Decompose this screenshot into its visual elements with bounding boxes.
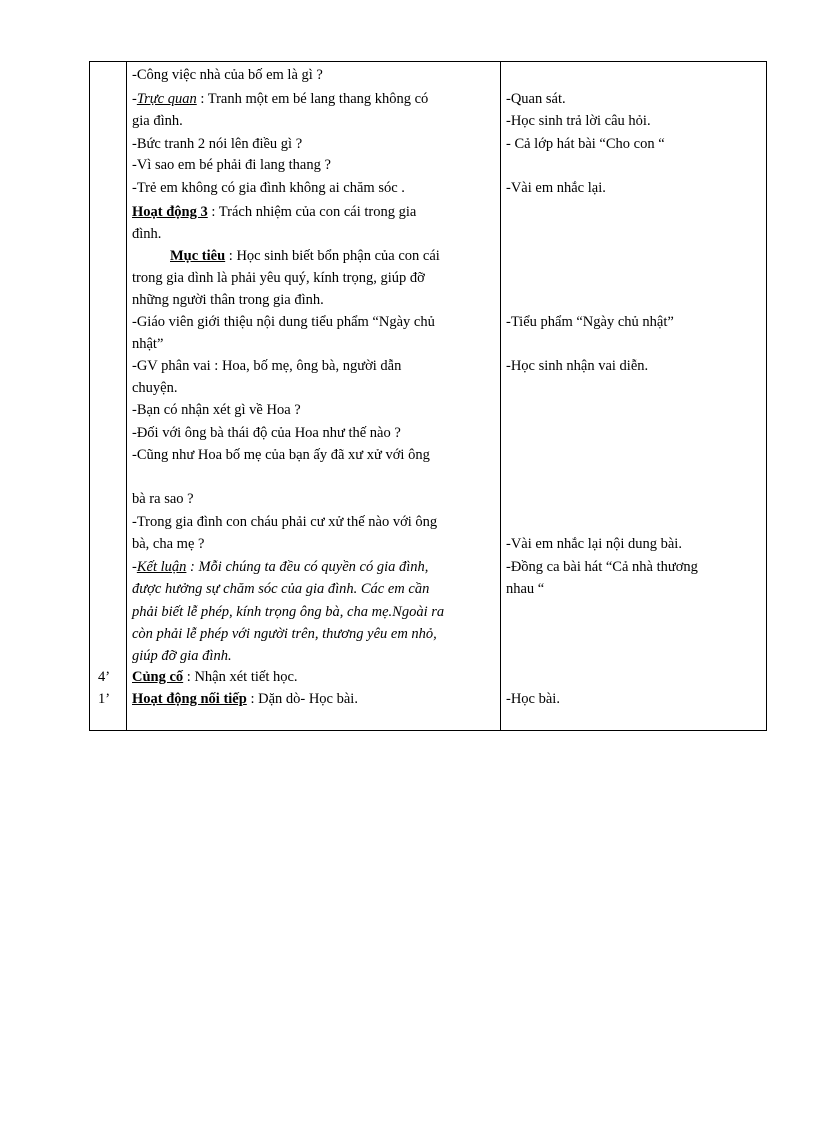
text-line: bà, cha mẹ ? xyxy=(132,536,205,552)
student-line: -Vài em nhắc lại. xyxy=(506,180,606,196)
student-line: -Đồng ca bài hát “Cả nhà thương xyxy=(506,559,698,575)
text-line: gia đình. xyxy=(132,113,183,129)
text-line: trong gia dình là phải yêu quý, kính trọng, giúp đỡ xyxy=(132,270,425,286)
text-line: nhật” xyxy=(132,336,164,352)
objective-label: Mục tiêu xyxy=(170,248,226,264)
question-line: -Trong gia đình con cháu phải cư xử thế nào với ông xyxy=(132,514,438,530)
student-line: - Cả lớp hát bài “Cho con “ xyxy=(506,136,665,152)
student-line: -Học bài. xyxy=(506,691,560,707)
follow-up-line: Hoạt động nối tiếp : Dặn dò- Học bài. xyxy=(132,691,358,707)
time-value: 1’ xyxy=(98,691,111,707)
student-line: -Tiểu phẩm “Ngày chủ nhật” xyxy=(506,314,674,330)
text-line: -GV phân vai : Hoa, bố mẹ, ông bà, người dẫn xyxy=(132,358,402,374)
student-line: -Học sinh trả lời câu hỏi. xyxy=(506,113,651,129)
conclusion-label: Kết luận xyxy=(136,559,187,575)
question-line: -Bức tranh 2 nói lên điều gì ? xyxy=(132,136,303,152)
consolidation-line: Củng cố : Nhận xét tiết học. xyxy=(132,669,298,685)
student-line: -Quan sát. xyxy=(506,91,566,107)
text-line: bà ra sao ? xyxy=(132,491,194,507)
visual-aid-line: -Trực quan : Tranh một em bé lang thang không có xyxy=(132,91,429,107)
activity-3-label: Hoạt động 3 xyxy=(132,204,208,220)
student-line: nhau “ xyxy=(506,581,545,597)
conclusion-text: giúp đỡ gia đình. xyxy=(132,648,232,664)
column-divider xyxy=(126,62,127,730)
lesson-table xyxy=(89,61,767,731)
follow-up-label: Hoạt động nối tiếp xyxy=(132,691,247,707)
activity-heading: Hoạt động 3 : Trách nhiệm của con cái trong gia xyxy=(132,204,417,220)
student-line: -Học sinh nhận vai diễn. xyxy=(506,358,649,374)
objective-line: Mục tiêu : Học sinh biết bổn phận của con cái xyxy=(170,248,440,264)
question-line: -Bạn có nhận xét gì về Hoa ? xyxy=(132,402,301,418)
text-line: -Giáo viên giới thiệu nội dung tiểu phẩm “Ngày chủ xyxy=(132,314,435,330)
conclusion-text: còn phải lễ phép với người trên, thương yêu em nhỏ, xyxy=(132,626,437,642)
time-value: 4’ xyxy=(98,669,111,685)
consolidation-label: Củng cố xyxy=(132,669,184,685)
question-line: -Công việc nhà của bố em là gì ? xyxy=(132,67,323,83)
question-line: -Vì sao em bé phải đi lang thang ? xyxy=(132,157,331,173)
conclusion-text: phải biết lễ phép, kính trọng ông bà, cha mẹ.Ngoài ra xyxy=(132,604,445,620)
column-divider xyxy=(500,62,501,730)
text-line: chuyện. xyxy=(132,380,178,396)
text-line: những người thân trong gia đình. xyxy=(132,292,324,308)
text-line: -Trẻ em không có gia đình không ai chăm sóc . xyxy=(132,180,405,196)
conclusion-text: được hưởng sự chăm sóc của gia đình. Các em cần xyxy=(132,581,430,597)
text-line: đình. xyxy=(132,226,162,242)
visual-aid-label: Trực quan xyxy=(136,91,197,107)
question-line: -Đối với ông bà thái độ của Hoa như thế nào ? xyxy=(132,425,401,441)
conclusion-line: -Kết luận : Mỗi chúng ta đều có quyền có gia đình, xyxy=(132,559,429,575)
student-line: -Vài em nhắc lại nội dung bài. xyxy=(506,536,682,552)
question-line: -Cũng như Hoa bố mẹ của bạn ấy đã xư xử với ông xyxy=(132,447,430,463)
